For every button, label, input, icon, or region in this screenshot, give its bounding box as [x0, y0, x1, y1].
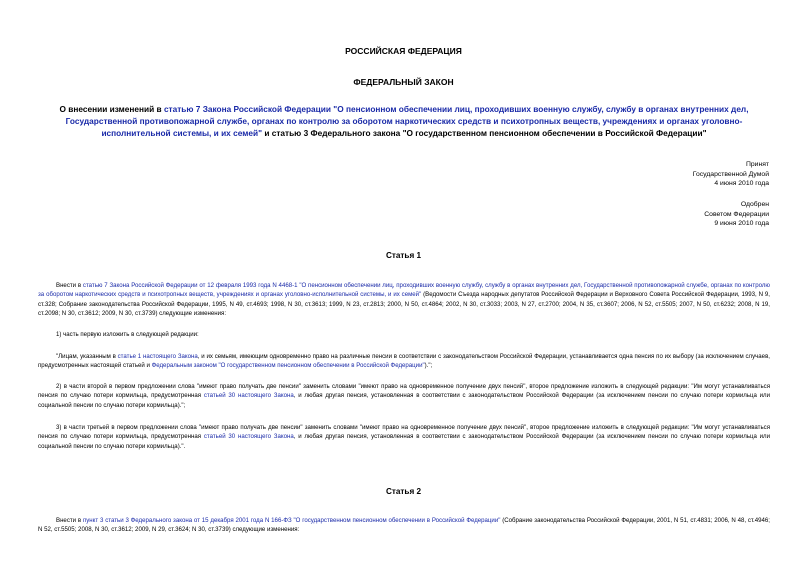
- a1p5-link-article-30[interactable]: статьей 30 настоящего Закона: [203, 433, 294, 441]
- article-2-paragraph-1: [38, 516, 770, 535]
- country-heading: РОССИЙСКАЯ ФЕДЕРАЦИЯ: [345, 46, 462, 56]
- a2p1-link-article-3[interactable]: пункт 3 статьи 3 Федерального закона от 15 декабря 2001 года N 166-ФЗ "О государственном пенсионном обеспечении в Российской Федерации": [82, 517, 501, 524]
- adoption-info: [693, 160, 769, 189]
- a1p3-text-b: , и их семьям, имеющим одновременно право на различные пенсии в соответствии с законодательством Российской Федерации, устанавливается одна пенсия по их выбору (за исключением случаев, предусмотренных настоящей статьей и: [38, 353, 770, 370]
- a1p3-link-federal-law[interactable]: Федеральным законом "О государственном пенсионном обеспечении в Российской Федерации": [151, 362, 425, 370]
- a1p4-link-article-30[interactable]: статьей 30 настоящего Закона: [203, 392, 294, 400]
- a2p1-text-start: Внести в: [56, 517, 83, 524]
- approval-date: 9 июня 2010 года: [714, 220, 769, 227]
- title-text-2: и статью 3 Федерального закона "О государственном пенсионном обеспечении в Российской Федерации": [262, 128, 707, 138]
- article-1-paragraph-3: [38, 352, 770, 371]
- document-type-heading: ФЕДЕРАЛЬНЫЙ ЗАКОН: [353, 77, 454, 87]
- approval-info: [704, 200, 769, 229]
- article-1-heading: Статья 1: [385, 251, 422, 260]
- approval-label: Одобрен: [740, 201, 769, 208]
- a2p1-text-end: (Собрание законодательства Российской Федерации, 2001, N 51, ст.4831; 2006, N 48, ст.4946; N 52, ст.5505; 2008, N 30, ст.3612; 2009, N 29, ст.3624; N 30, ст.3739) следующие изменения:: [38, 517, 770, 534]
- a1p3-text-c: ).";: [424, 362, 433, 370]
- adoption-date: 4 июня 2010 года: [714, 180, 769, 187]
- title-link-article-7[interactable]: статью 7 Закона Российской Федерации "О пенсионном обеспечении лиц, проходивших военную службу, службу в органах внутренних дел, Государственной противопожарной службе, органах по контролю за оборотом наркотических средств и психотропных веществ, учреждениях и органах уголовно-исполнительной системы, и их семей": [65, 104, 749, 138]
- a1p1-link-article-7[interactable]: статью 7 Закона Российской Федерации от 12 февраля 1993 года N 4468-1 "О пенсионном обеспечении лиц, проходивших военную службу, службу в органах внутренних дел, Государственной противопожарной службе, органах по контролю за оборотом наркотических средств и психотропных веществ, учреждениях и органах уголовно-исполнительной системы, и их семей": [38, 282, 770, 299]
- article-2-heading: Статья 2: [385, 487, 422, 496]
- a1p5-text-b: , и любая другая пенсия, установленная в соответствии с законодательством Российской Федерации (за исключением пенсии по случаю потери кормильца или социальной пенсии по случаю потери кормильца).".: [38, 433, 770, 450]
- a1p3-text-a: "Лицам, указанным в: [56, 353, 118, 360]
- title-text-1: О внесении изменений в: [59, 104, 164, 114]
- a1p4-text-a: 2) в части второй в первом предложении слова "имеют право получать две пенсии" заменить словами "имеют право на одновременное получение двух пенсий", второе предложение изложить в следующей редакции: "Им могут устанавливаться пенсия по случаю потери кормильца, предусмотренная: [38, 383, 770, 400]
- article-1-paragraph-2: 1) часть первую изложить в следующей редакции:: [56, 331, 199, 338]
- a1p4-text-b: , и любая другая пенсия, установленная в соответствии с законодательством Российской Федерации (за исключением пенсии по случаю потери кормильца или социальной пенсии по случаю потери кормильца).";: [38, 392, 770, 409]
- approval-body: Советом Федерации: [704, 210, 769, 218]
- a1p3-link-article-1[interactable]: статье 1 настоящего Закона: [117, 353, 198, 360]
- adoption-body: Государственной Думой: [692, 170, 769, 178]
- article-1-paragraph-5: [38, 423, 770, 451]
- adoption-label: Принят: [745, 161, 769, 168]
- a1p5-text-a: 3) в части третьей в первом предложении слова "имеют право получать две пенсии" заменить словами "имеют право на одновременное получение двух пенсий", второе предложение изложить в следующей редакции: "Им могут устанавливаться пенсия по случаю потери кормильца, предусмотренная: [38, 424, 770, 441]
- article-1-paragraph-1: [38, 281, 770, 319]
- a1p1-text-start: Внести в: [56, 282, 83, 289]
- document-title: [38, 103, 770, 139]
- article-1-paragraph-4: [38, 382, 770, 410]
- a1p1-text-end: (Ведомости Съезда народных депутатов Российской Федерации и Верховного Совета Российской Федерации, 1993, N 9, ст.328; Собрание законодательства Российской Федерации, 1995, N 49, ст.4693; 1998, N 30, ст.3613; 1999, N 23, ст.2813; 2000, N 50, ст.4864; 2002, N 30, ст.3033; 2003, N 27, ст.2700; 2004, N 35, ст.3607; 2006, N 52, ст.5505; 2007, N 50, ст.6232; 2008, N 19, ст.2098; N 30, ст.3612; 2009, N 30, ст.3739) следующие изменения:: [38, 291, 771, 318]
